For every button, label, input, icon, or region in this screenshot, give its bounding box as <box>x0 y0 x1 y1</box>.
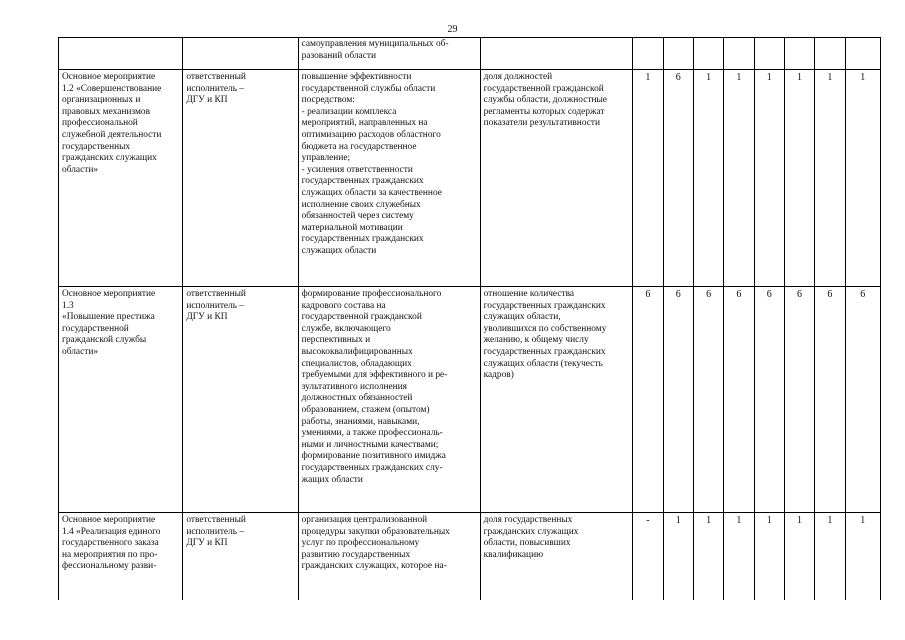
result-cell: повышение эффективности государственной службы области посредством: - реализации комплекса мероприятий, направленных на оптимизацию расходов областного бюджета на государственное управление; - усиления ответственности государственных гражданских служащих области за качественное исполнение своих служебных обязанностей через систему материальной мотивации государственных гражданских служащих области <box>298 70 480 287</box>
table-row <box>59 287 881 513</box>
executor-cell: ответственный исполнитель – ДГУ и КП <box>183 70 298 287</box>
value-cell: 6 <box>845 287 880 513</box>
executor-cell: ответственный исполнитель – ДГУ и КП <box>183 287 298 513</box>
value-cell: 1 <box>724 70 754 287</box>
executor-cell: ответственный исполнитель – ДГУ и КП <box>183 513 298 600</box>
value-cell: 1 <box>845 70 880 287</box>
value-cell <box>663 38 693 70</box>
value-cell: 6 <box>815 287 845 513</box>
result-cell: организация централизованной процедуры закупки образовательных услуг по профессиональному развитию государственных гражданских служащих, которое на- <box>298 513 480 600</box>
value-cell: 1 <box>845 513 880 600</box>
table-row <box>59 513 881 600</box>
indicator-cell: доля государственных гражданских служащих области, повысивших квалификацию <box>480 513 633 600</box>
value-cell: 1 <box>663 513 693 600</box>
program-measures-table <box>58 37 881 600</box>
value-cell: 6 <box>784 287 814 513</box>
value-cell <box>845 38 880 70</box>
value-cell <box>754 38 784 70</box>
value-cell: 6 <box>724 287 754 513</box>
value-cell: 1 <box>633 70 663 287</box>
value-cell: 1 <box>754 70 784 287</box>
table-row <box>59 38 881 70</box>
indicator-cell <box>480 38 633 70</box>
result-cell: самоуправления муниципальных об- разований области <box>298 38 480 70</box>
value-cell: 1 <box>815 513 845 600</box>
result-cell: формирование профессионального кадрового состава на государственной гражданской службе, включающего перспективных и высококвалифицированных специалистов, обладающих требуемыми для эффективного и ре- зультативного исполнения должностных обязанностей образованием, стажем (опытом) работы, знаниями, навыками, умениями, а также профессиональ- ными и личностными качествами; формирование позитивного имиджа государственных гражданских слу- жащих области <box>298 287 480 513</box>
value-cell: 6 <box>754 287 784 513</box>
value-cell <box>784 38 814 70</box>
value-cell <box>724 38 754 70</box>
indicator-cell: доля должностей государственной гражданской службы области, должностные регламенты которых содержат показатели результативности <box>480 70 633 287</box>
value-cell: 1 <box>815 70 845 287</box>
page-number: 29 <box>447 24 458 35</box>
executor-cell <box>183 38 298 70</box>
value-cell: 1 <box>784 513 814 600</box>
value-cell: 1 <box>693 513 723 600</box>
value-cell: 6 <box>663 70 693 287</box>
measure-cell: Основное мероприятие 1.4 «Реализация единого государственного заказа на мероприятия по про- фессиональному разви- <box>59 513 183 600</box>
value-cell: 1 <box>784 70 814 287</box>
value-cell: 1 <box>693 70 723 287</box>
measure-cell: Основное мероприятие 1.2 «Совершенствование организационных и правовых механизмов профессиональной служебной деятельности государственных гражданских служащих области» <box>59 70 183 287</box>
value-cell: 6 <box>663 287 693 513</box>
table-row <box>59 70 881 287</box>
value-cell: 6 <box>633 287 663 513</box>
value-cell: 1 <box>724 513 754 600</box>
value-cell: 6 <box>693 287 723 513</box>
value-cell <box>693 38 723 70</box>
value-cell <box>815 38 845 70</box>
measure-cell <box>59 38 183 70</box>
measure-cell: Основное мероприятие 1.3 «Повышение престижа государственной гражданской службы области» <box>59 287 183 513</box>
value-cell: 1 <box>754 513 784 600</box>
value-cell: - <box>633 513 663 600</box>
indicator-cell: отношение количества государственных гражданских служащих области, уволившихся по собственному желанию, к общему числу государственных гражданских служащих области (текучесть кадров) <box>480 287 633 513</box>
value-cell <box>633 38 663 70</box>
